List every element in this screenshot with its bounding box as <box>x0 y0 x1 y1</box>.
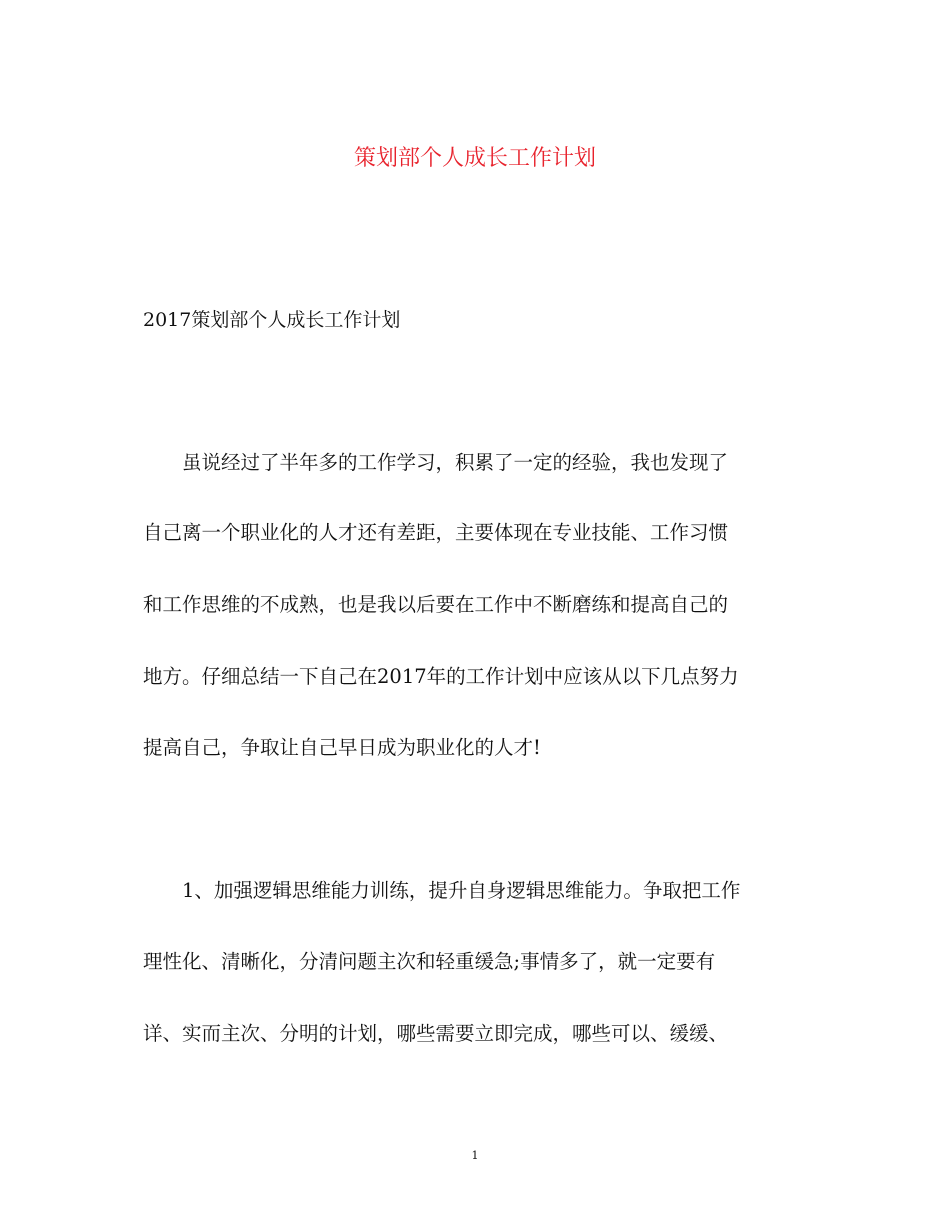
paragraph-line: 理性化、清晰化，分清问题主次和轻重缓急;事情多了，就一定要有 <box>143 950 716 973</box>
document-title: 策划部个人成长工作计划 <box>353 146 596 171</box>
paragraph-line: 1、加强逻辑思维能力训练，提升自身逻辑思维能力。争取把工作 <box>182 879 741 902</box>
paragraph-line: 自己离一个职业化的人才还有差距，主要体现在专业技能、工作习惯 <box>143 521 729 544</box>
document-subtitle: 2017策划部个人成长工作计划 <box>143 309 401 331</box>
page-number: 1 <box>471 1149 479 1162</box>
paragraph-line: 详、实而主次、分明的计划，哪些需要立即完成，哪些可以、缓缓、 <box>143 1022 729 1045</box>
paragraph-line: 提高自己，争取让自己早日成为职业化的人才! <box>143 736 541 759</box>
paragraph-line: 地方。仔细总结一下自己在2017年的工作计划中应该从以下几点努力 <box>143 665 739 688</box>
paragraph-line: 和工作思维的不成熟，也是我以后要在工作中不断磨练和提高自己的 <box>143 593 729 616</box>
paragraph-line: 虽说经过了半年多的工作学习，积累了一定的经验，我也发现了 <box>182 451 729 474</box>
